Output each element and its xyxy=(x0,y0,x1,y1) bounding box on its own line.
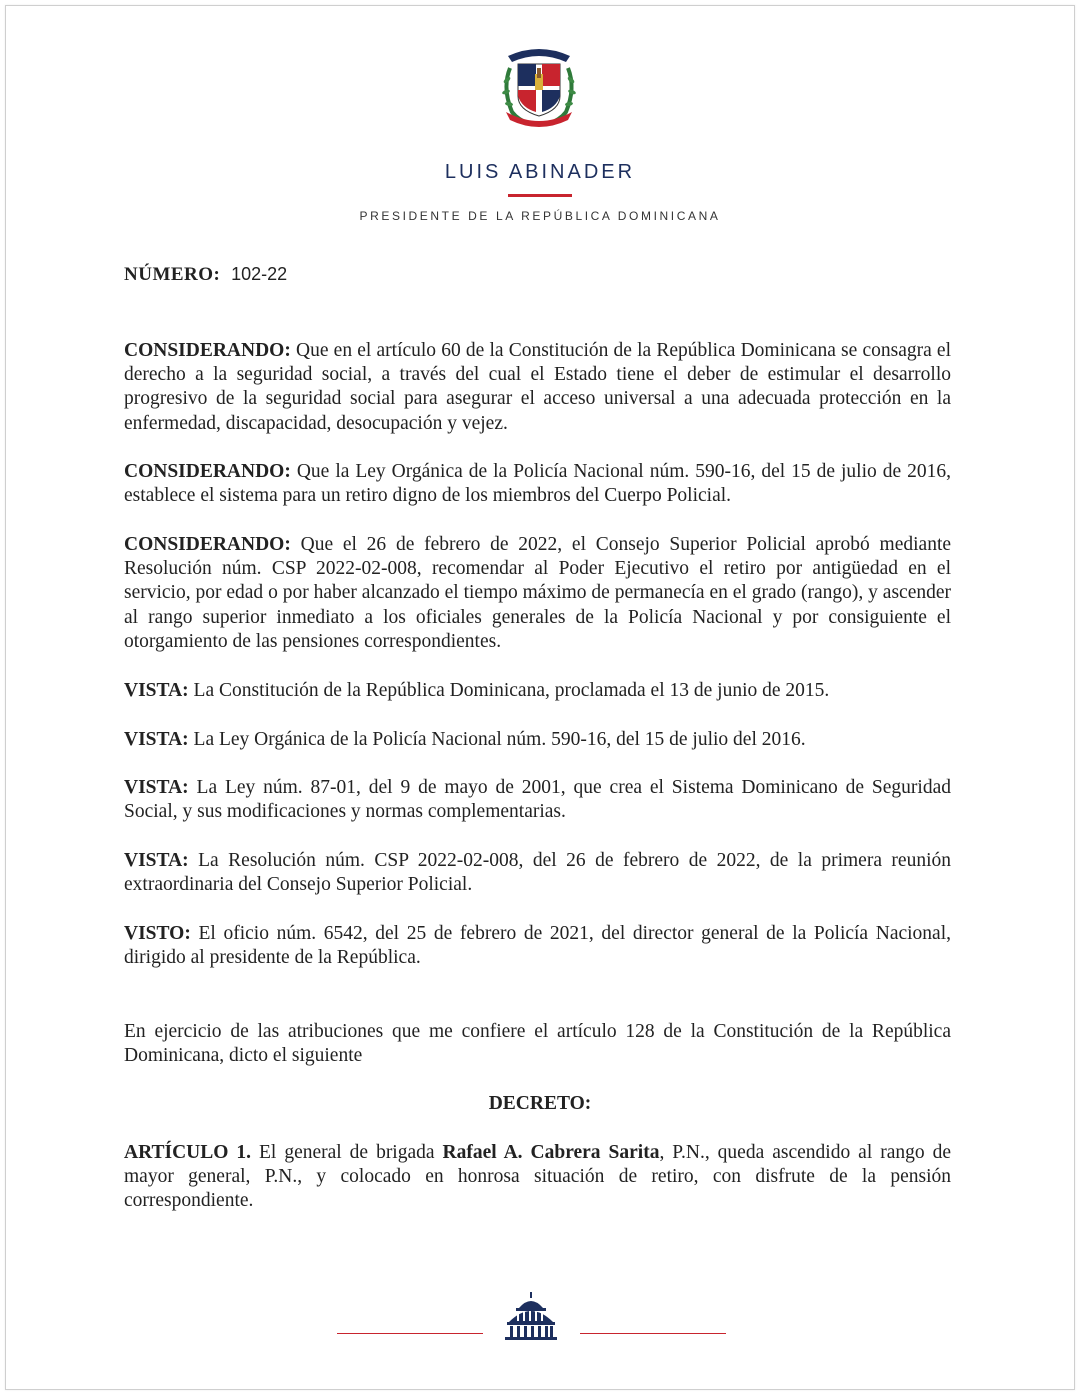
footer-rule-right xyxy=(580,1333,726,1334)
vista-paragraph xyxy=(124,776,951,824)
articulo-paragraph xyxy=(124,1141,951,1214)
vista-paragraph xyxy=(124,849,951,897)
decree-number xyxy=(124,264,287,286)
decreto-heading: DECRETO: xyxy=(488,1093,592,1114)
ejercicio-paragraph: En ejercicio de las atribuciones que me confiere el artículo 128 de la Constitución de la República Dominicana, dicto el siguiente xyxy=(124,1021,951,1067)
vista-paragraph xyxy=(124,679,951,703)
articulo-text-after: , P.N., queda ascendido al rango de mayor general, P.N., y colocado en honrosa situación de retiro, con disfrute de la pensión correspondiente. xyxy=(124,1142,952,1212)
president-name: LUIS ABINADER xyxy=(444,161,636,183)
president-title: PRESIDENTE DE LA REPÚBLICA DOMINICANA xyxy=(359,209,721,223)
paragraph-label: CONSIDERANDO: xyxy=(124,534,291,555)
decree-number-label: NÚMERO: xyxy=(124,264,221,285)
officer-name: Rafael A. Cabrera Sarita xyxy=(442,1142,660,1163)
dome-icon xyxy=(503,1292,559,1340)
paragraph-label: VISTO: xyxy=(124,923,191,944)
paragraph-text: Que la Ley Orgánica de la Policía Nacional núm. 590-16, del 15 de julio de 2016, establece el sistema para un retiro digno de los miembros del Cuerpo Policial. xyxy=(124,461,951,507)
visto-paragraph xyxy=(124,922,951,970)
considerando-paragraph xyxy=(124,533,951,654)
paragraph-label: VISTA: xyxy=(124,850,189,871)
paragraph-label: VISTA: xyxy=(124,777,189,798)
articulo-text-before: El general de brigada xyxy=(259,1142,435,1163)
considerando-paragraph xyxy=(124,339,951,436)
paragraph-text: La Ley núm. 87-01, del 9 de mayo de 2001, que crea el Sistema Dominicano de Seguridad Social, y sus modificaciones y normas complementarias. xyxy=(124,777,952,823)
header-divider xyxy=(508,194,572,197)
articulo-label: ARTÍCULO 1. xyxy=(124,1142,252,1163)
footer-rule-left xyxy=(337,1333,483,1334)
vista-paragraph xyxy=(124,728,951,752)
paragraph-label: CONSIDERANDO: xyxy=(124,340,291,361)
paragraph-text: El oficio núm. 6542, del 25 de febrero de 2021, del director general de la Policía Nacional, dirigido al presidente de la República. xyxy=(124,923,951,969)
decree-number-value: 102-22 xyxy=(231,264,288,284)
paragraph-text: Que en el artículo 60 de la Constitución de la República Dominicana se consagra el derecho a la seguridad social, a través del cual el Estado tiene el deber de estimular el desarrollo progresivo de la seguridad social para asegurar el acceso universal a una adecuada protección en la enfermedad, discapacidad, desocupación y vejez. xyxy=(124,340,951,434)
paragraph-text: Que el 26 de febrero de 2022, el Consejo Superior Policial aprobó mediante Resolución núm. CSP 2022-02-008, recomendar al Poder Ejecutivo el retiro por antigüedad en el servicio, por edad o por haber alcanzado el tiempo máximo de permanecía en el grado (rango), y ascender al rango superior inmediato a los oficiales generales de la Policía Nacional y por consiguiente el otorgamiento de las pensiones correspondientes. xyxy=(124,534,952,652)
considerando-paragraph xyxy=(124,460,951,508)
paragraph-text: La Ley Orgánica de la Policía Nacional núm. 590-16, del 15 de julio del 2016. xyxy=(193,729,806,750)
coat-of-arms-seal-icon xyxy=(496,38,582,130)
paragraph-text: La Resolución núm. CSP 2022-02-008, del 26 de febrero de 2022, de la primera reunión extraordinaria del Consejo Superior Policial. xyxy=(124,850,951,896)
paragraph-label: VISTA: xyxy=(124,680,189,701)
paragraph-label: CONSIDERANDO: xyxy=(124,461,291,482)
paragraph-label: VISTA: xyxy=(124,729,189,750)
paragraph-text: La Constitución de la República Dominicana, proclamada el 13 de junio de 2015. xyxy=(193,680,830,701)
